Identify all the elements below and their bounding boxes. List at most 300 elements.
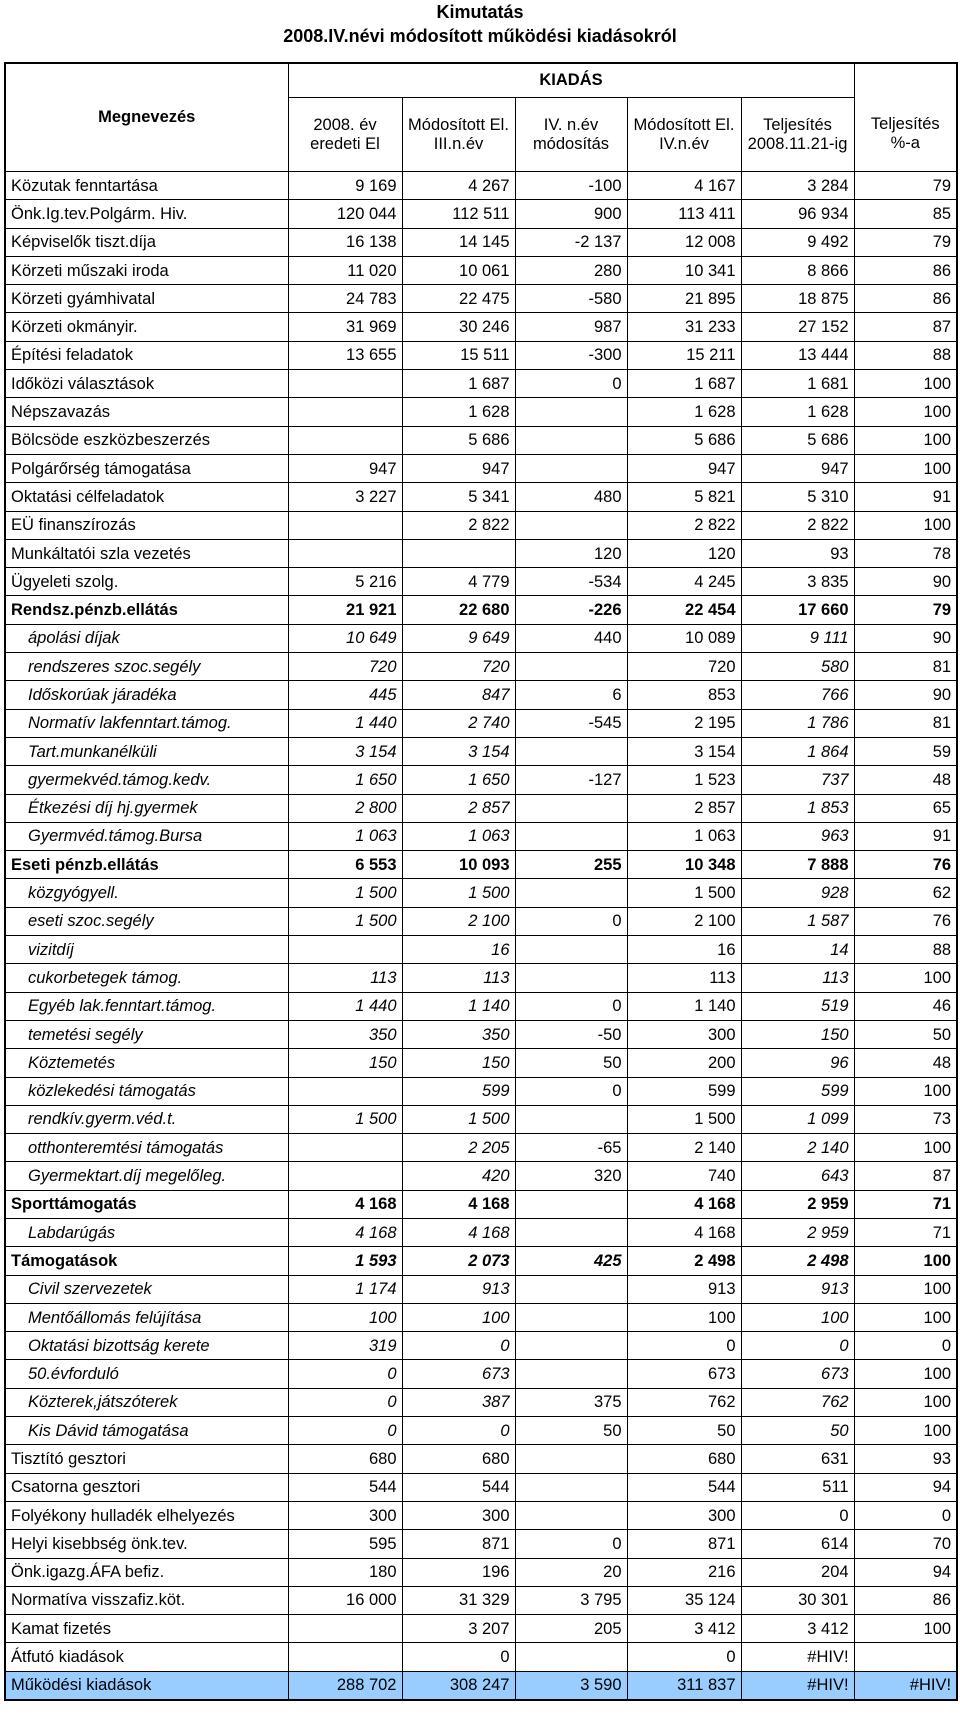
row-value: 1 500 <box>288 907 402 935</box>
row-value: 30 246 <box>402 313 515 341</box>
row-value: 100 <box>854 370 957 398</box>
row-value: 420 <box>402 1162 515 1190</box>
row-value: 987 <box>515 313 627 341</box>
row-value: 4 168 <box>288 1218 402 1246</box>
row-value: 100 <box>854 1615 957 1643</box>
header-col-completion: Teljesítés 2008.11.21-ig <box>741 98 854 172</box>
row-value: 1 650 <box>288 766 402 794</box>
row-value <box>515 964 627 992</box>
table-row <box>5 1501 957 1529</box>
row-label: vizitdíj <box>5 936 288 964</box>
table-row <box>5 1360 957 1388</box>
row-value: 720 <box>288 653 402 681</box>
row-value: 113 <box>627 964 741 992</box>
row-value: 71 <box>854 1218 957 1246</box>
table-row <box>5 568 957 596</box>
row-value <box>515 1473 627 1501</box>
row-value: 9 111 <box>741 624 854 652</box>
row-value: 1 440 <box>288 992 402 1020</box>
row-value: -100 <box>515 172 627 200</box>
row-value: 150 <box>288 1049 402 1077</box>
table-row <box>5 1445 957 1473</box>
row-value: 10 649 <box>288 624 402 652</box>
table-row <box>5 1303 957 1331</box>
row-value: 20 <box>515 1558 627 1586</box>
row-value: 100 <box>288 1303 402 1331</box>
row-label: Munkáltatói szla vezetés <box>5 539 288 567</box>
row-label: Rendsz.pénzb.ellátás <box>5 596 288 624</box>
row-value: 2 140 <box>627 1134 741 1162</box>
row-value: 2 800 <box>288 794 402 822</box>
row-value: 544 <box>627 1473 741 1501</box>
table-row <box>5 1134 957 1162</box>
header-blank <box>854 63 957 98</box>
row-value: 3 795 <box>515 1586 627 1614</box>
row-label: Kis Dávid támogatása <box>5 1417 288 1445</box>
row-value: 2 100 <box>402 907 515 935</box>
table-row <box>5 1417 957 1445</box>
row-value: 62 <box>854 879 957 907</box>
row-label: ápolási díjak <box>5 624 288 652</box>
row-value: 100 <box>854 454 957 482</box>
row-value: 100 <box>741 1303 854 1331</box>
row-value <box>515 1275 627 1303</box>
row-value: -127 <box>515 766 627 794</box>
row-value <box>515 822 627 850</box>
row-value: 928 <box>741 879 854 907</box>
header-name: Megnevezés <box>5 63 288 172</box>
row-label: EÜ finanszírozás <box>5 511 288 539</box>
row-value: 1 687 <box>627 370 741 398</box>
row-label: Körzeti okmányir. <box>5 313 288 341</box>
row-value: -50 <box>515 1020 627 1048</box>
row-value: #HIV! <box>854 1671 957 1700</box>
row-value: 100 <box>854 1388 957 1416</box>
row-value: 0 <box>741 1332 854 1360</box>
row-value: 79 <box>854 172 957 200</box>
row-value <box>288 426 402 454</box>
row-value: 0 <box>627 1643 741 1671</box>
row-value: 13 655 <box>288 341 402 369</box>
row-value: 9 169 <box>288 172 402 200</box>
row-value: 88 <box>854 341 957 369</box>
row-value <box>515 1190 627 1218</box>
row-value: 1 628 <box>627 398 741 426</box>
table-row <box>5 1473 957 1501</box>
row-value: -300 <box>515 341 627 369</box>
row-value: 91 <box>854 822 957 850</box>
row-value: 720 <box>627 653 741 681</box>
row-value: 90 <box>854 624 957 652</box>
row-value: 15 511 <box>402 341 515 369</box>
row-value: 100 <box>854 511 957 539</box>
row-value: 100 <box>402 1303 515 1331</box>
row-value: 27 152 <box>741 313 854 341</box>
row-value: 544 <box>288 1473 402 1501</box>
row-value: 3 412 <box>627 1615 741 1643</box>
row-value: 1 650 <box>402 766 515 794</box>
row-value <box>288 539 402 567</box>
row-value: 180 <box>288 1558 402 1586</box>
row-label: közlekedési támogatás <box>5 1077 288 1105</box>
row-value: 196 <box>402 1558 515 1586</box>
table-row <box>5 794 957 822</box>
row-value: 1 864 <box>741 737 854 765</box>
row-label: Önk.Ig.tev.Polgárm. Hiv. <box>5 200 288 228</box>
row-value <box>515 1360 627 1388</box>
row-value: 10 341 <box>627 256 741 284</box>
row-label: Eseti pénzb.ellátás <box>5 851 288 879</box>
row-value: 320 <box>515 1162 627 1190</box>
row-value: 947 <box>741 454 854 482</box>
row-value: 680 <box>627 1445 741 1473</box>
row-value: 16 000 <box>288 1586 402 1614</box>
row-value: 511 <box>741 1473 854 1501</box>
table-row <box>5 341 957 369</box>
row-value: 1 681 <box>741 370 854 398</box>
row-label: Gyermvéd.támog.Bursa <box>5 822 288 850</box>
row-value: 35 124 <box>627 1586 741 1614</box>
row-value: 16 <box>402 936 515 964</box>
row-value: 10 089 <box>627 624 741 652</box>
row-value: 0 <box>854 1501 957 1529</box>
row-value: 1 140 <box>627 992 741 1020</box>
row-value: 5 686 <box>627 426 741 454</box>
row-value <box>288 1615 402 1643</box>
row-value: 100 <box>854 1077 957 1105</box>
row-value: 22 475 <box>402 285 515 313</box>
row-label: Időskorúak járadéka <box>5 681 288 709</box>
row-value: 1 687 <box>402 370 515 398</box>
row-value <box>288 1643 402 1671</box>
row-value: 0 <box>288 1388 402 1416</box>
row-label: Közutak fenntartása <box>5 172 288 200</box>
row-value: 2 498 <box>741 1247 854 1275</box>
row-label: Bölcsöde eszközbeszerzés <box>5 426 288 454</box>
row-value: 205 <box>515 1615 627 1643</box>
row-value: 100 <box>854 1134 957 1162</box>
row-label: Kamat fizetés <box>5 1615 288 1643</box>
row-value: 1 063 <box>627 822 741 850</box>
row-value: 90 <box>854 681 957 709</box>
row-value <box>515 879 627 907</box>
row-value: 0 <box>515 992 627 1020</box>
row-value: 48 <box>854 1049 957 1077</box>
row-label: Tart.munkanélküli <box>5 737 288 765</box>
row-label: rendkív.gyerm.véd.t. <box>5 1105 288 1133</box>
row-value: 59 <box>854 737 957 765</box>
table-row <box>5 1586 957 1614</box>
row-label: Építési feladatok <box>5 341 288 369</box>
row-label: temetési segély <box>5 1020 288 1048</box>
row-value: 599 <box>627 1077 741 1105</box>
row-value: 1 628 <box>402 398 515 426</box>
row-label: otthonteremtési támogatás <box>5 1134 288 1162</box>
header-col-original: 2008. év eredeti El <box>288 98 402 172</box>
row-label: Ügyeleti szolg. <box>5 568 288 596</box>
row-value: 680 <box>402 1445 515 1473</box>
row-value: 280 <box>515 256 627 284</box>
row-value: 0 <box>515 907 627 935</box>
table-row <box>5 172 957 200</box>
table-row <box>5 454 957 482</box>
row-value: 10 348 <box>627 851 741 879</box>
row-value: 48 <box>854 766 957 794</box>
row-value: 14 <box>741 936 854 964</box>
row-value: 21 895 <box>627 285 741 313</box>
row-value: -226 <box>515 596 627 624</box>
row-value: 4 168 <box>402 1190 515 1218</box>
row-value: 5 821 <box>627 483 741 511</box>
row-value: 91 <box>854 483 957 511</box>
row-value: 947 <box>627 454 741 482</box>
row-value: 86 <box>854 256 957 284</box>
row-value: 762 <box>627 1388 741 1416</box>
row-value <box>288 1134 402 1162</box>
row-value: 544 <box>402 1473 515 1501</box>
row-label: Csatorna gesztori <box>5 1473 288 1501</box>
table-row <box>5 596 957 624</box>
row-value: 1 063 <box>288 822 402 850</box>
row-value: 31 969 <box>288 313 402 341</box>
row-value: 5 216 <box>288 568 402 596</box>
row-label: Körzeti gyámhivatal <box>5 285 288 313</box>
row-value: 0 <box>288 1417 402 1445</box>
row-value: 720 <box>402 653 515 681</box>
row-value: 308 247 <box>402 1671 515 1700</box>
row-label: Civil szervezetek <box>5 1275 288 1303</box>
row-value: 300 <box>627 1501 741 1529</box>
row-value: 216 <box>627 1558 741 1586</box>
row-value <box>288 398 402 426</box>
row-value: 113 <box>741 964 854 992</box>
row-label: Köztemetés <box>5 1049 288 1077</box>
row-value: 79 <box>854 228 957 256</box>
row-value: 50 <box>515 1049 627 1077</box>
row-label: Tisztító gesztori <box>5 1445 288 1473</box>
table-row <box>5 653 957 681</box>
row-value: 445 <box>288 681 402 709</box>
header-col-modified-iv: Módosított El. IV.n.év <box>627 98 741 172</box>
row-value: 22 680 <box>402 596 515 624</box>
row-value: 30 301 <box>741 1586 854 1614</box>
row-value <box>515 398 627 426</box>
row-value: 2 195 <box>627 709 741 737</box>
row-value: 4 168 <box>288 1190 402 1218</box>
expense-table <box>4 62 958 1701</box>
row-value: 71 <box>854 1190 957 1218</box>
row-label: Labdarúgás <box>5 1218 288 1246</box>
row-value: 2 822 <box>402 511 515 539</box>
row-value: 762 <box>741 1388 854 1416</box>
row-value <box>515 1105 627 1133</box>
row-value <box>515 511 627 539</box>
table-row <box>5 737 957 765</box>
row-value: 50 <box>515 1417 627 1445</box>
row-value: 14 145 <box>402 228 515 256</box>
row-value: 21 921 <box>288 596 402 624</box>
table-row <box>5 1388 957 1416</box>
row-value <box>288 936 402 964</box>
row-value: 599 <box>741 1077 854 1105</box>
row-value: 15 211 <box>627 341 741 369</box>
row-value: 425 <box>515 1247 627 1275</box>
row-value: 900 <box>515 200 627 228</box>
row-value: 93 <box>854 1445 957 1473</box>
row-label: Körzeti műszaki iroda <box>5 256 288 284</box>
row-value: 300 <box>402 1501 515 1529</box>
table-row <box>5 426 957 454</box>
table-row <box>5 992 957 1020</box>
row-value: 87 <box>854 313 957 341</box>
table-row <box>5 681 957 709</box>
row-label: Mentőállomás felújítása <box>5 1303 288 1331</box>
row-value: 350 <box>288 1020 402 1048</box>
table-row <box>5 822 957 850</box>
row-value: 96 <box>741 1049 854 1077</box>
row-value: 17 660 <box>741 596 854 624</box>
table-row <box>5 200 957 228</box>
row-value: 2 073 <box>402 1247 515 1275</box>
row-value: 1 063 <box>402 822 515 850</box>
row-value: 2 205 <box>402 1134 515 1162</box>
row-value: 737 <box>741 766 854 794</box>
row-value: 120 <box>627 539 741 567</box>
row-value: 0 <box>402 1643 515 1671</box>
row-value: 1 500 <box>402 1105 515 1133</box>
row-value: 18 875 <box>741 285 854 313</box>
row-value: 2 822 <box>741 511 854 539</box>
row-value <box>515 1332 627 1360</box>
row-value: 4 168 <box>402 1218 515 1246</box>
row-value: 76 <box>854 851 957 879</box>
row-value <box>515 936 627 964</box>
table-row <box>5 1643 957 1671</box>
row-value: 76 <box>854 907 957 935</box>
row-value: 46 <box>854 992 957 1020</box>
row-value: 120 <box>515 539 627 567</box>
table-row <box>5 879 957 907</box>
row-value: 81 <box>854 709 957 737</box>
row-value <box>515 653 627 681</box>
row-value: 79 <box>854 596 957 624</box>
row-value: 2 857 <box>627 794 741 822</box>
row-value: #HIV! <box>741 1643 854 1671</box>
row-value: 853 <box>627 681 741 709</box>
row-value: -65 <box>515 1134 627 1162</box>
row-value: 2 822 <box>627 511 741 539</box>
row-value: 519 <box>741 992 854 1020</box>
row-value: 300 <box>627 1020 741 1048</box>
row-label: Folyékony hulladék elhelyezés <box>5 1501 288 1529</box>
row-label: Időközi választások <box>5 370 288 398</box>
row-value: 7 888 <box>741 851 854 879</box>
row-value <box>515 1218 627 1246</box>
row-value: 93 <box>741 539 854 567</box>
row-value: 643 <box>741 1162 854 1190</box>
table-row <box>5 398 957 426</box>
row-value <box>515 1445 627 1473</box>
row-value: 0 <box>515 1077 627 1105</box>
row-label: Sporttámogatás <box>5 1190 288 1218</box>
row-value: 94 <box>854 1558 957 1586</box>
row-value: 70 <box>854 1530 957 1558</box>
row-value: 204 <box>741 1558 854 1586</box>
row-label: Helyi kisebbség önk.tev. <box>5 1530 288 1558</box>
row-value: 100 <box>854 1360 957 1388</box>
row-label: Önk.igazg.ÁFA befiz. <box>5 1558 288 1586</box>
row-value: 31 329 <box>402 1586 515 1614</box>
header-group: KIADÁS <box>288 63 854 98</box>
row-value: 0 <box>741 1501 854 1529</box>
report-subtitle: 2008.IV.névi módosított működési kiadásokról <box>283 26 677 46</box>
table-row <box>5 1275 957 1303</box>
row-value: 2 857 <box>402 794 515 822</box>
row-value: 3 835 <box>741 568 854 596</box>
table-row <box>5 709 957 737</box>
row-value: 4 779 <box>402 568 515 596</box>
row-value <box>515 1303 627 1331</box>
header-col-modified-iii: Módosított El. III.n.év <box>402 98 515 172</box>
table-row <box>5 370 957 398</box>
row-label: Normatív lakfenntart.támog. <box>5 709 288 737</box>
row-value: 200 <box>627 1049 741 1077</box>
row-value <box>854 1643 957 1671</box>
row-value: 100 <box>854 1303 957 1331</box>
row-value: 9 649 <box>402 624 515 652</box>
row-value: 50 <box>741 1417 854 1445</box>
row-value: #HIV! <box>741 1671 854 1700</box>
row-value: 963 <box>741 822 854 850</box>
row-value <box>288 1162 402 1190</box>
row-value: 1 140 <box>402 992 515 1020</box>
row-value: 150 <box>402 1049 515 1077</box>
row-value: 5 310 <box>741 483 854 511</box>
row-value: 871 <box>627 1530 741 1558</box>
row-value: 100 <box>854 1247 957 1275</box>
row-value: 6 <box>515 681 627 709</box>
table-row <box>5 964 957 992</box>
row-label: cukorbetegek támog. <box>5 964 288 992</box>
row-value: 0 <box>288 1360 402 1388</box>
table-row <box>5 1671 957 1700</box>
table-row <box>5 1558 957 1586</box>
row-value: 31 233 <box>627 313 741 341</box>
row-value: 100 <box>854 1275 957 1303</box>
row-value: 50 <box>627 1417 741 1445</box>
row-value: 0 <box>627 1332 741 1360</box>
row-value: 2 498 <box>627 1247 741 1275</box>
row-value: 1 628 <box>741 398 854 426</box>
row-value: 16 138 <box>288 228 402 256</box>
row-value: 100 <box>854 1417 957 1445</box>
row-label: gyermekvéd.támog.kedv. <box>5 766 288 794</box>
row-value: 16 <box>627 936 741 964</box>
row-label: Gyermektart.díj megelőleg. <box>5 1162 288 1190</box>
row-value: 85 <box>854 200 957 228</box>
row-value: 1 500 <box>627 1105 741 1133</box>
row-value: 86 <box>854 1586 957 1614</box>
table-row <box>5 1218 957 1246</box>
row-value: 1 523 <box>627 766 741 794</box>
row-label: Egyéb lak.fenntart.támog. <box>5 992 288 1020</box>
row-label: Támogatások <box>5 1247 288 1275</box>
row-value: 5 686 <box>402 426 515 454</box>
row-value <box>288 370 402 398</box>
row-value: 112 511 <box>402 200 515 228</box>
row-label: Átfutó kiadások <box>5 1643 288 1671</box>
table-row <box>5 1020 957 1048</box>
